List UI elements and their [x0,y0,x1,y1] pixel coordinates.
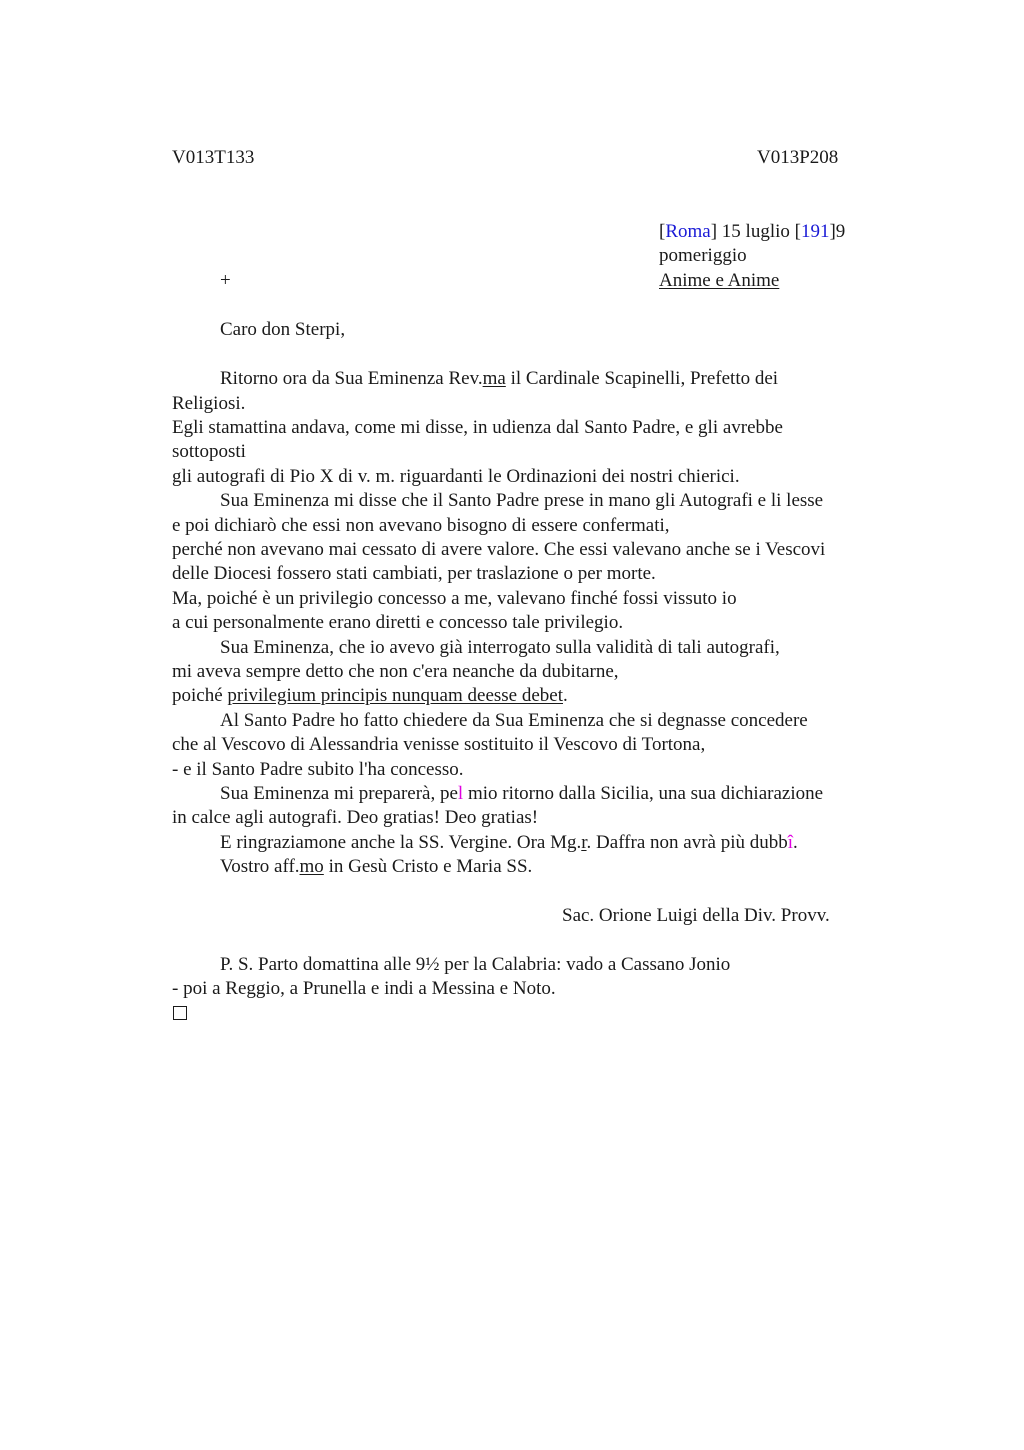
body-line: perché non avevano mai cessato di avere valore. Che essi valevano anche se i Vescovi [172,539,826,560]
closing-line [220,855,532,879]
body-line: sottoposti [172,441,246,462]
body-line: e poi dichiarò che essi non avevano bisogno di essere confermati, [172,515,670,536]
body-line: Sua Eminenza mi disse che il Santo Padre prese in mano gli Autografi e li lesse [220,490,824,511]
body-line [220,367,778,391]
body-line: Religiosi. [172,393,246,414]
body-line: delle Diocesi fossero stati cambiati, per traslazione o per morte. [172,563,656,584]
editorial-correction: l [457,783,464,804]
bracket-open: [ [659,221,666,242]
dateline [659,220,845,244]
text-run: mio ritorno dalla Sicilia, una sua dichiarazione [463,783,824,804]
year-fragment: 191 [800,221,830,242]
body-line [172,684,568,708]
superscript-abbrev: r [581,832,587,853]
document-code-left: V013T133 [172,147,255,168]
text-run: poiché [172,685,228,706]
body-line: gli autografi di Pio X di v. m. riguardanti le Ordinazioni dei nostri chierici. [172,466,740,487]
superscript-abbrev: ma [482,368,506,389]
text-run: . [793,832,798,853]
body-line [220,782,823,806]
place-name: Roma [665,221,711,242]
text-run: Sua Eminenza mi preparerà, pe [220,783,458,804]
text-run: in Gesù Cristo e Maria SS. [323,856,533,877]
text-run: . Daffra non avrà più dubb [586,832,788,853]
body-line: Al Santo Padre ho fatto chiedere da Sua Eminenza che si degnasse concedere [220,710,808,731]
body-line: Egli stamattina andava, come mi disse, in udienza dal Santo Padre, e gli avrebbe [172,417,783,438]
body-line: in calce agli autografi. Deo gratias! Deo gratias! [172,807,539,828]
postscript-line: - poi a Reggio, a Prunella e indi a Messina e Noto. [172,978,556,999]
body-line: mi aveva sempre detto che non c'era neanche da dubitarne, [172,661,619,682]
postscript-line: P. S. Parto domattina alle 9½ per la Calabria: vado a Cassano Jonio [220,954,731,975]
cross-mark: + [220,270,231,291]
body-line: a cui personalmente erano diretti e concesso tale privilegio. [172,612,624,633]
time-of-day: pomeriggio [659,245,747,266]
superscript-abbrev: mo [299,856,324,877]
body-line: che al Vescovo di Alessandria venisse sostituito il Vescovo di Tortona, [172,734,706,755]
bracket-close: ]9 [829,221,846,242]
body-line: Ma, poiché è un privilegio concesso a me, valevano finché fossi vissuto io [172,588,737,609]
body-line: - e il Santo Padre subito l'ha concesso. [172,759,464,780]
signature: Sac. Orione Luigi della Div. Provv. [562,905,830,926]
text-run: Ritorno ora da Sua Eminenza Rev. [220,368,483,389]
text-run: E ringraziamone anche la SS. Vergine. Ora Mg. [220,832,582,853]
body-line [220,831,798,855]
body-line: Sua Eminenza, che io avevo già interrogato sulla validità di tali autografi, [220,637,780,658]
motto: Anime e Anime [659,270,780,291]
date-text: ] 15 luglio [ [710,221,801,242]
end-of-document-box-icon [173,1006,187,1020]
text-run: il Cardinale Scapinelli, Prefetto dei [505,368,779,389]
document-code-right: V013P208 [757,147,839,168]
latin-quote: privilegium principis nunquam deesse debet [227,685,563,706]
editorial-correction: î [787,832,794,853]
text-run: Vostro aff. [220,856,300,877]
salutation: Caro don Sterpi, [220,319,346,340]
text-run: . [563,685,568,706]
